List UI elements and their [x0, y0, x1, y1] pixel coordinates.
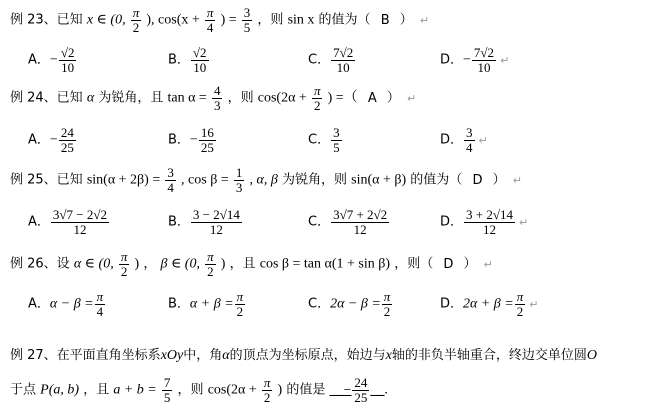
q23-ask-post: 的值为（: [318, 12, 371, 28]
q27-cos: cos(2α +: [207, 382, 257, 398]
q26-options: [10, 290, 661, 326]
q23-cond-a: x ∈ (0,: [86, 12, 126, 28]
return-icon: ↵: [407, 91, 417, 105]
q26-prefix: 例 26、设: [10, 256, 70, 272]
q24-option-b: B．− $\frac{16}{25}$: [168, 125, 214, 155]
q25-e2: , cos β =: [181, 172, 229, 188]
q23-option-d: D．− $\frac{7√2}{10}$ ↵: [440, 45, 510, 75]
return-icon: ↵: [500, 53, 510, 67]
q26-option-c: C．2α − β = $\frac{\pi}{2}$: [308, 289, 391, 319]
q24-frac-43: $\frac{4}{3}$: [213, 83, 221, 113]
q27-xoy: xOy: [160, 348, 184, 363]
q23-cond-c: ) =: [220, 12, 237, 28]
q27-point: P(a, b): [40, 382, 80, 398]
q25-ask: sin(α + β): [351, 172, 407, 188]
q26-mid: ，且: [229, 256, 256, 272]
q26-ask: ，则（: [394, 256, 434, 272]
q27-alpha: α: [222, 348, 230, 363]
q26-frac-pi2-b: $\frac{\pi}{2}$: [207, 249, 214, 279]
q26-stem: [10, 250, 661, 278]
q25-frac-13: $\frac{1}{3}$: [235, 165, 243, 195]
q27-frac-75: $\frac{7}{5}$: [163, 375, 171, 405]
q25-option-b: B． $\frac{3 - 2√14}{12}$: [168, 207, 240, 237]
q26-c2e: ): [220, 256, 226, 272]
q25-frac-34: $\frac{3}{4}$: [167, 165, 174, 195]
q23-frac-pi4: $\frac{\pi}{4}$: [206, 5, 214, 35]
q23-prefix: 例 23、已知: [10, 12, 83, 28]
q23-stem: [10, 6, 661, 34]
q25-ask-post: 的值为（: [410, 172, 463, 188]
q24-mid: 为锐角，且: [98, 90, 164, 106]
q26-frac-pi2-a: $\frac{\pi}{2}$: [120, 249, 128, 279]
q26-c1: α ∈ (0,: [73, 256, 114, 272]
q23-ask: sin x: [287, 12, 315, 28]
q26-sep: ，: [143, 256, 157, 272]
q24-close: ）: [386, 90, 400, 106]
q23-frac-35: $\frac{3}{5}$: [243, 5, 251, 35]
q27-O: O: [586, 348, 597, 363]
q26-option-a: A．α − β = $\frac{\pi}{4}$: [28, 289, 104, 319]
q26-option-b: B．α + β = $\frac{\pi}{2}$: [168, 289, 244, 319]
q27-x: x: [385, 348, 392, 363]
q27-line1: 例 27、在平面直角坐标系xOy中，角α的顶点为坐标原点，始边与x轴的非负半轴重合，终边交单位圆O: [10, 348, 597, 363]
q25-prefix: 例 25、已知: [10, 172, 83, 188]
q24-ask-pre: ，则: [227, 90, 254, 106]
q26-option-d: D．2α + β = $\frac{\pi}{2}$ ↵: [440, 289, 539, 319]
q24-options: [10, 126, 661, 162]
return-icon: ↵: [478, 133, 488, 147]
q23-frac-pi2: $\frac{\pi}{2}$: [132, 5, 140, 35]
q24-option-a: A．− $\frac{24}{25}$: [28, 125, 74, 155]
q23-option-b: B． $\frac{√2}{10}$: [168, 45, 207, 75]
q25-close: ）: [492, 172, 506, 188]
q24-answer: A: [367, 90, 377, 106]
q25-options: [10, 208, 661, 244]
q24-ask-a: cos(2α +: [257, 90, 307, 106]
return-icon: ↵: [512, 173, 522, 187]
q23-option-c: C． $\frac{7√2}{10}$: [308, 45, 354, 75]
q24-option-d: D． $\frac{3}{4}$ ↵: [440, 125, 488, 155]
q27-ab: a + b =: [113, 382, 157, 398]
q23-answer: B: [380, 12, 390, 28]
return-icon: ↵: [529, 297, 539, 311]
q23-option-a: A．− $\frac{√2}{10}$: [28, 45, 75, 75]
q25-e3: , α, β: [249, 172, 278, 188]
return-icon: ↵: [518, 215, 529, 229]
q25-mid: 为锐角，则: [281, 172, 347, 188]
q25-e1: sin(α + 2β) =: [86, 172, 161, 188]
q26-close: ）: [463, 256, 477, 272]
q26-c2: β ∈ (0,: [160, 256, 200, 272]
q25-option-a: A． $\frac{3√7 - 2√2}{12}$: [28, 207, 108, 237]
return-icon: ↵: [419, 13, 430, 27]
q24-tan: tan α =: [167, 90, 207, 106]
q27-line2: 于点 P(a, b) ，且 a + b = $\frac{7}{5}$ ，则 cos(2α + $\frac{\pi}{2}$ ) 的值是 __− $\frac{24}{25}$ __.: [10, 375, 388, 405]
q27-frac-pi2: $\frac{\pi}{2}$: [263, 375, 271, 405]
q26-c1e: ): [134, 256, 140, 272]
q26-answer: D: [443, 256, 454, 272]
q25-option-c: C． $\frac{3√7 + 2√2}{12}$: [308, 207, 388, 237]
q24-ask-b: ) =（: [327, 90, 358, 106]
return-icon: ↵: [483, 257, 493, 271]
q25-answer: D: [472, 172, 483, 188]
q25-option-d: D． $\frac{3 + 2√14}{12}$ ↵: [440, 207, 529, 237]
q24-stem: [10, 84, 661, 112]
q24-prefix: 例 24、已知: [10, 90, 83, 106]
q23-ask-pre: ，则: [257, 12, 284, 28]
q26-eq: cos β = tan α(1 + sin β): [259, 256, 391, 272]
q23-options: [10, 46, 661, 82]
q27-answer-blank: __− $\frac{24}{25}$ __: [329, 375, 385, 405]
q24-alpha: α: [86, 90, 95, 106]
q24-frac-pi2: $\frac{\pi}{2}$: [313, 83, 321, 113]
q24-option-c: C． $\frac{3}{5}$: [308, 125, 340, 155]
q23-close: ）: [399, 12, 413, 28]
q23-cond-b: ), cos(x +: [146, 12, 200, 28]
q25-stem: [10, 166, 661, 194]
